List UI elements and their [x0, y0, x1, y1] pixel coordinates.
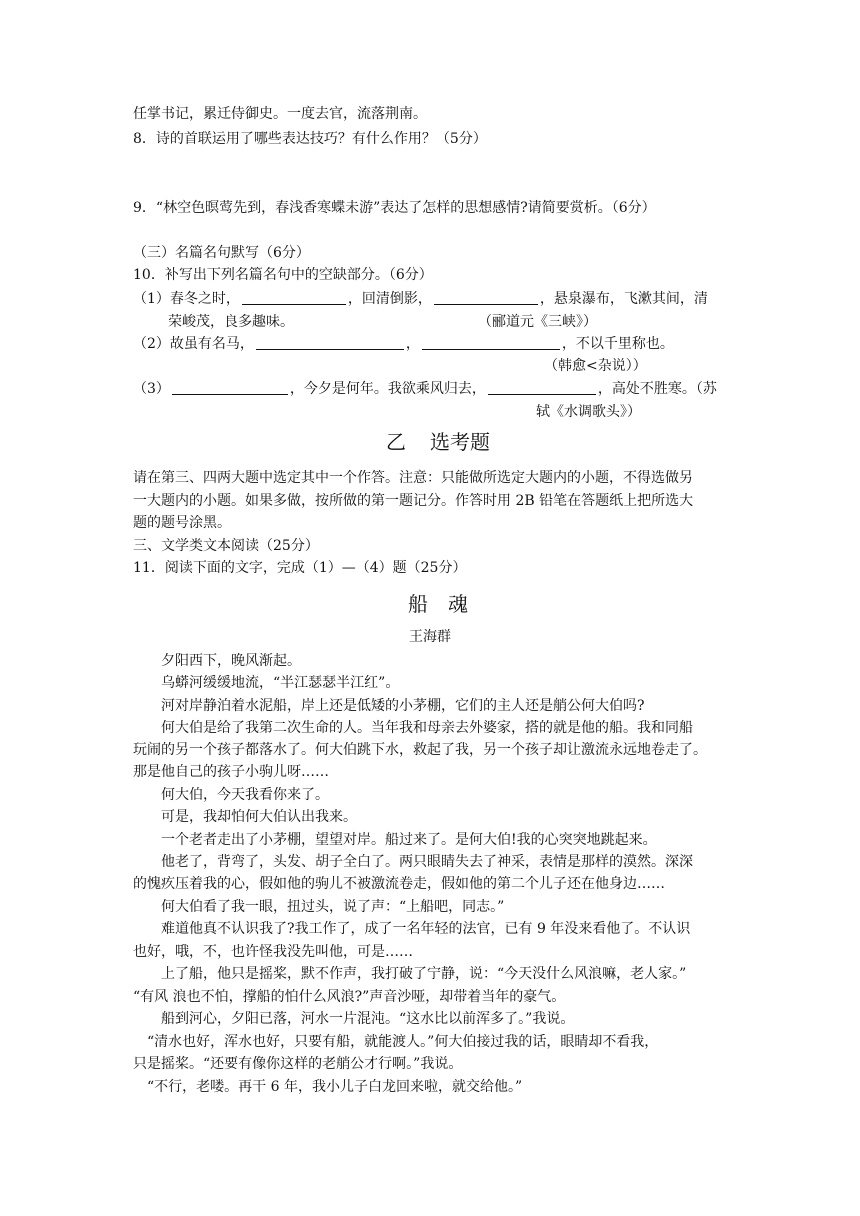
question-8: 8．诗的首联运用了哪些表达技巧？有什么作用？（5分） [133, 131, 487, 147]
story-line: 何大伯是给了我第二次生命的人。当年我和母亲去外婆家，搭的就是他的船。我和同船 [161, 720, 693, 736]
item-2-text-b: ， [405, 336, 420, 352]
answer-blank-3b[interactable] [488, 380, 596, 395]
story-line: 河对岸静泊着水泥船，岸上还是低矮的小茅棚，它们的主人还是艄公何大伯吗? [161, 698, 645, 714]
story-line: 玩闹的另一个孩子都落水了。何大伯跳下水，救起了我，另一个孩子却让激流永远地卷走了。 [133, 742, 707, 758]
answer-blank-2b[interactable] [422, 335, 560, 350]
answer-blank-1a[interactable] [242, 290, 346, 305]
question-10: 10．补写出下列名篇名句中的空缺部分。（6分） [133, 267, 433, 283]
part-title [386, 428, 490, 456]
story-line: 船到河心，夕阳已落，河水一片混沌。“这水比以前浑多了。”我说。 [161, 1011, 575, 1027]
story-line: 的愧疚压着我的心，假如他的驹儿不被激流卷走，假如他的第二个儿子还在他身边…… [133, 876, 665, 892]
item-3-text-c: ，高处不胜寒。（苏 [597, 381, 717, 397]
story-line: 何大伯看了我一眼，扭过头，说了声：“上船吧，同志。” [161, 899, 505, 915]
item-1-source: （郦道元《三峡》） [478, 314, 597, 330]
story-line: 上了船，他只是摇桨，默不作声，我打破了宁静，说：“今天没什么风浪嘛，老人家。” [161, 966, 687, 982]
story-line: “不行，老喽。再干 6 年，我小儿子白龙回来啦，就交给他。” [147, 1079, 523, 1095]
question-9: 9．“林空色暝莺先到，春浅香寒蝶未游”表达了怎样的思想感情?请简要赏析。（6分） [133, 200, 656, 216]
item-3-source: 轼《水调歌头》） [536, 404, 641, 420]
story-line: 只是摇桨。“还要有像你这样的老艄公才行啊。”我说。 [133, 1056, 463, 1072]
story-line: 难道他真不认识我了?我工作了，成了一名年轻的法官，已有 9 年没来看他了。不认识 [161, 921, 691, 937]
dictation-item-3 [133, 378, 717, 400]
item-1-text-c: ，悬泉瀑布，飞漱其间，清 [539, 291, 708, 307]
story-line: 那是他自己的孩子小驹儿呀…… [133, 764, 329, 780]
question-11: 11．阅读下面的文字，完成（1）—（4）题（25分） [133, 560, 467, 576]
item-1-text-a: （1）春冬之时， [133, 291, 240, 307]
item-3-text-a: （3） [133, 381, 170, 397]
instructions-line-3: 题的题号涂黑。 [133, 515, 231, 531]
section-heading-dictation: （三）名篇名句默写（6分） [133, 245, 310, 261]
section-3-heading: 三、文学类文本阅读（25分） [133, 538, 319, 554]
answer-blank-2a[interactable] [256, 335, 404, 350]
story-line: 可是，我却怕何大伯认出我来。 [161, 809, 357, 825]
story-line: 他老了，背弯了，头发、胡子全白了。两只眼睛失去了神采，表情是那样的漠然。深深 [161, 854, 693, 870]
story-line: 何大伯，今天我看你来了。 [161, 787, 329, 803]
item-2-text-c: ，不以千里称也。 [561, 336, 674, 352]
item-1-text-d: 荣峻茂，良多趣味。 [168, 314, 294, 330]
answer-blank-3a[interactable] [172, 380, 288, 395]
part-title-text: 选考题 [430, 430, 490, 454]
dictation-item-1 [133, 288, 708, 310]
instructions-line-2: 一大题内的小题。如果多做，按所做的第一题记分。作答时用 2B 铅笔在答题纸上把所选大 [133, 493, 694, 509]
intro-line: 任掌书记，累迁侍御史。一度去官，流落荆南。 [133, 106, 427, 122]
story-author: 王海群 [409, 629, 451, 645]
item-1-text-b: ，回清倒影， [347, 291, 432, 307]
item-2-source: （韩愈<杂说）） [544, 358, 647, 374]
answer-blank-1b[interactable] [434, 290, 538, 305]
dictation-item-2 [133, 333, 674, 355]
instructions-line-1: 请在第三、四两大题中选定其中一个作答。注意：只能做所选定大题内的小题，不得选做另 [133, 470, 693, 486]
story-line: 一个老者走出了小茅棚，望望对岸。船过来了。是何大伯!我的心突突地跳起来。 [161, 832, 657, 848]
story-line: 乌蟒河缓缓地流，“半江瑟瑟半江红”。 [161, 675, 400, 691]
part-title-letter: 乙 [386, 430, 430, 454]
item-3-text-b: ，今夕是何年。我欲乘风归去， [289, 381, 486, 397]
item-2-text-a: （2）故虽有名马， [133, 336, 254, 352]
story-line: “清水也好，浑水也好，只要有船，就能渡人。”何大伯接过我的话，眼睛却不看我， [147, 1034, 659, 1050]
story-line: 也好，哦，不，也许怪我没先叫他，可是…… [133, 944, 413, 960]
story-title: 船 魂 [408, 592, 468, 616]
story-line: “有风 浪也不怕，撑船的怕什么风浪?”声音沙哑，却带着当年的豪气。 [133, 989, 566, 1005]
story-line: 夕阳西下，晚风渐起。 [161, 653, 301, 669]
